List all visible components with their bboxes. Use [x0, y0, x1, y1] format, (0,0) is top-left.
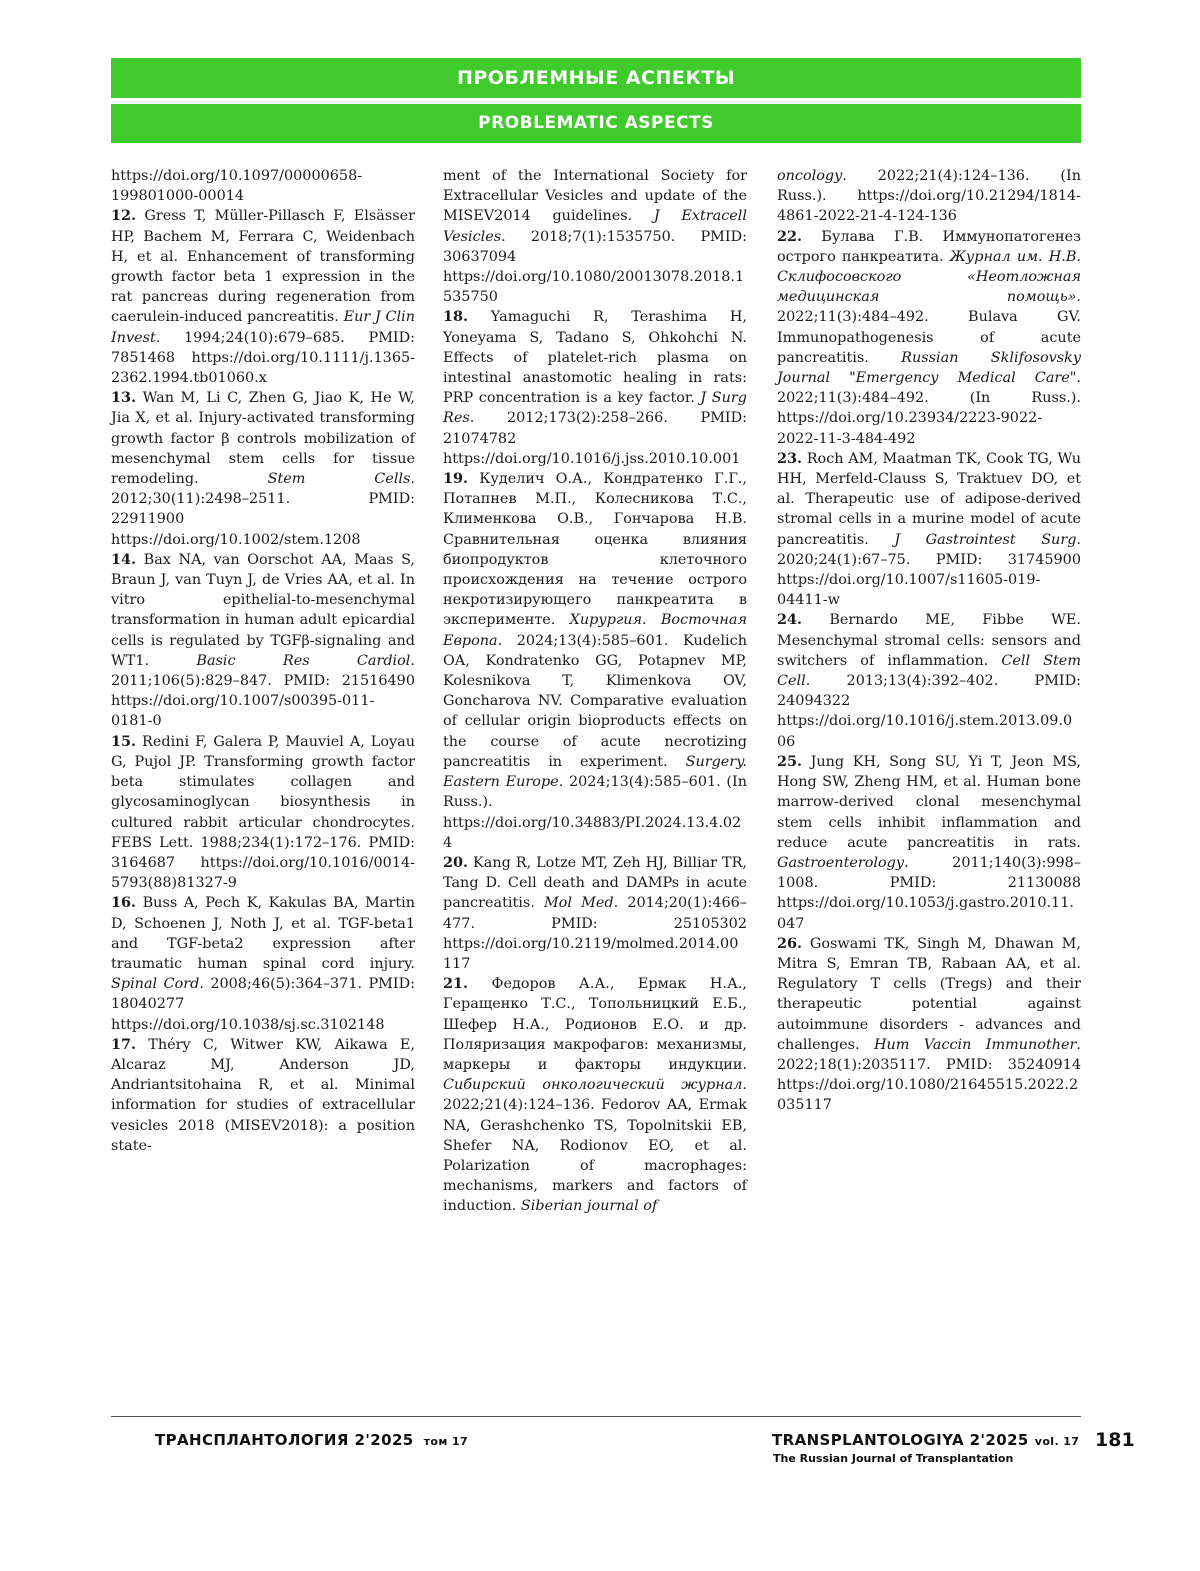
reference-details: . 2022;11(3):484–492. (In Russ.). https://doi.org/10.23934/2223-9022-2022-11-3-484-492 [777, 370, 1081, 447]
footer-journal-en [772, 1431, 1079, 1449]
reference-text: Buss A, Pech K, Kakulas BA, Martin D, Schoenen J, Noth J, et al. TGF-beta1 and TGF-beta2 expression after traumatic human spinal cord injury. [111, 895, 415, 972]
journal-name: Stem Cells [267, 471, 411, 488]
references-column-2 [443, 166, 747, 1217]
reference-details: . 2022;18(1):2035117. PMID: 35240914 https://doi.org/10.1080/21645515.2022.2035117 [777, 1036, 1081, 1114]
reference-number: 14. [111, 550, 137, 568]
reference-details: . 2022;11(3):484–492. Bulava GV. Immunopathogenesis of acute pancreatitis. [777, 289, 1081, 366]
references-column-3 [777, 166, 1081, 1116]
reference-number: 16. [111, 894, 137, 912]
reference-number: 24. [777, 611, 803, 629]
reference-details: . 2022;21(4):124–136. Fedorov AA, Ermak NA, Gerashchenko TS, Topolnitskii EB, Shefer NA, Rodionov EO, et al. Polarization of macrophages: mechanisms, markers and factors of induction. [443, 1077, 747, 1215]
reference-text: Yamaguchi R, Terashima H, Yoneyama S, Tadano S, Ohkohchi N. Effects of platelet-rich plasma on intestinal anastomotic healing in rats: PRP concentration is a key factor. [443, 309, 747, 407]
reference-details: . 2014;20(1):466–477. PMID: 25105302 https://doi.org/10.2119/molmed.2014.00117 [443, 895, 748, 972]
reference-details: . 2020;24(1):67–75. PMID: 31745900 https://doi.org/10.1007/s11605-019-04411-w [777, 531, 1081, 609]
reference-text: Redini F, Galera P, Mauviel A, Loyau G, Pujol JP. Transforming growth factor beta stimulates collagen and glycosaminoglycan biosynthesis in cultured rabbit articular chondrocytes. FEBS Lett. 1988;234(1):172–176. PMID: 3164687 https://doi.org/10.1016/0014-5793(88)81327-9 [111, 733, 415, 892]
reference-item [443, 166, 747, 307]
reference-number: 22. [777, 227, 803, 245]
reference-item [443, 853, 747, 974]
reference-text: Bax NA, van Oorschot AA, Maas S, Braun J, van Tuyn J, de Vries AA, et al. In vitro epithelial-to-mesenchymal transformation in human adult epicardial cells is regulated by TGFβ-signaling and WT1. [111, 551, 415, 669]
journal-name: Russian Sklifosovsky Journal "Emergency Medical Care" [777, 349, 1081, 387]
reference-item [111, 1035, 415, 1156]
reference-item [777, 166, 1081, 227]
journal-name: Cell Stem Cell [777, 652, 1081, 690]
footer-title-ru: ТРАНСПЛАНТОЛОГИЯ 2'2025 [155, 1431, 414, 1449]
footer-title-en: TRANSPLANTOLOGIYA 2'2025 [772, 1431, 1029, 1449]
footer-journal-ru [155, 1431, 468, 1449]
reference-details: . 2012;173(2):258–266. PMID: 21074782 https://doi.org/10.1016/j.jss.2010.10.001 [443, 410, 747, 467]
journal-name: J Gastrointest Surg [894, 531, 1077, 548]
reference-details: . 2011;106(5):829–847. PMID: 21516490 https://doi.org/10.1007/s00395-011-0181-0 [111, 652, 415, 730]
reference-number: 18. [443, 308, 469, 326]
reference-item [111, 732, 415, 894]
page-number: 181 [1095, 1429, 1135, 1451]
journal-name: Журнал им. Н.В. Склифосовского «Неотложная медицинская помощь» [777, 248, 1081, 306]
journal-name: Basic Res Cardiol [196, 652, 411, 669]
journal-name: Gastroenterology [777, 854, 905, 871]
reference-item [443, 469, 747, 853]
reference-details: . 1994;24(10):679–685. PMID: 7851468 https://doi.org/10.1111/j.1365-2362.1994.tb01060.x [111, 329, 415, 387]
reference-text: Куделич О.А., Кондратенко Г.Г., Потапнев М.П., Колесникова Т.С., Клименкова О.В., Гончарова Н.В. Сравнительная оценка влияния биопродуктов клеточного происхождения на течение острого некротизирующего панкреатита в эксперименте. [443, 471, 747, 629]
reference-text: Kang R, Lotze MT, Zeh HJ, Billiar TR, Tang D. Cell death and DAMPs in acute pancreatitis. [443, 854, 747, 912]
footer-divider [111, 1416, 1081, 1417]
reference-item [777, 610, 1081, 751]
reference-details: . 2018;7(1):1535750. PMID: 30637094 https://doi.org/10.1080/20013078.2018.1535750 [443, 228, 747, 306]
reference-number: 13. [111, 389, 137, 407]
reference-item [111, 388, 415, 550]
reference-number: 19. [443, 470, 469, 488]
journal-name: Hum Vaccin Immunother [873, 1036, 1077, 1053]
reference-number: 26. [777, 934, 803, 952]
reference-item [777, 934, 1081, 1116]
reference-details: . 2024;13(4):585–601. Kudelich OA, Kondratenko GG, Potapnev MP, Kolesnikova T, Klimenkova OV, Goncharova NV. Comparative evaluation of cellular origin bioproducts effects on the course of acute necrotizing pancreatitis in experiment. [443, 632, 747, 770]
reference-text: Федоров А.А., Ермак Н.А., Геращенко Т.С., Топольницкий Е.Б., Шефер Н.А., Родионов Е.О. и др. Поляризация макрофагов: механизмы, маркеры и факторы индукции. [443, 976, 747, 1073]
reference-number: 20. [443, 853, 469, 871]
reference-item [111, 550, 415, 732]
journal-name: J Surg Res [443, 390, 747, 427]
reference-text: Gress T, Müller-Pillasch F, Elsässer HP, Bachem M, Ferrara C, Weidenbach H, et al. Enhancement of transforming growth factor beta 1 expression in the rat pancreas during regeneration from caerulein-induced pancreatitis. [111, 208, 415, 326]
reference-item [111, 206, 415, 388]
reference-text: ment of the International Society for Extracellular Vesicles and update of the MISEV2014 guidelines. [443, 168, 747, 225]
reference-details: . 2022;21(4):124–136. (In Russ.). https://doi.org/10.21294/1814-4861-2022-21-4-124-136 [777, 168, 1081, 225]
references-column-1 [111, 166, 415, 1156]
reference-item [111, 893, 415, 1034]
reference-item [777, 449, 1081, 611]
journal-name: Mol Med [543, 895, 614, 912]
section-banner-en: PROBLEMATIC ASPECTS [111, 104, 1081, 143]
reference-text: Bernardo ME, Fibbe WE. Mesenchymal stromal cells: sensors and switchers of inflammation. [777, 612, 1081, 669]
journal-name: Surgery. Eastern Europe [443, 753, 747, 791]
reference-text: Goswami TK, Singh M, Dhawan M, Mitra S, Emran TB, Rabaan AA, et al. Regulatory T cells (Tregs) and their therapeutic potential against autoimmune disorders - advances and challenges. [777, 935, 1081, 1053]
journal-name: Сибирский онкологический журнал [443, 1077, 743, 1094]
journal-name: Хирургия. Восточная Европа [443, 612, 748, 649]
reference-text: https://doi.org/10.1097/00000658-199801000-00014 [111, 168, 363, 205]
reference-text: Wan M, Li C, Zhen G, Jiao K, He W, Jia X, et al. Injury-activated transforming growth factor β controls mobilization of mesenchymal stem cells for tissue remodeling. [111, 390, 415, 488]
reference-item [443, 974, 747, 1216]
reference-item [777, 752, 1081, 934]
reference-details: . 2011;140(3):998–1008. PMID: 21130088 https://doi.org/10.1053/j.gastro.2010.11.047 [777, 854, 1081, 932]
reference-text: Булава Г.В. Иммунопатогенез острого панкреатита. [777, 228, 1081, 265]
reference-details: . 2024;13(4):585–601. (In Russ.). https://doi.org/10.34883/PI.2024.13.4.024 [443, 774, 747, 851]
reference-details: . 2013;13(4):392–402. PMID: 24094322 https://doi.org/10.1016/j.stem.2013.09.006 [777, 673, 1081, 750]
reference-number: 12. [111, 207, 137, 225]
footer-volume-en: vol. 17 [1034, 1435, 1080, 1448]
reference-number: 15. [111, 732, 137, 750]
reference-details: . 2012;30(11):2498–2511. PMID: 22911900 https://doi.org/10.1002/stem.1208 [111, 471, 415, 548]
reference-number: 17. [111, 1035, 137, 1053]
section-banner-ru: ПРОБЛЕМНЫЕ АСПЕКТЫ [111, 58, 1081, 98]
journal-name: oncology [777, 168, 843, 184]
reference-text: Théry C, Witwer KW, Aikawa E, Alcaraz MJ, Anderson JD, Andriantsitohaina R, et al. Minimal information for studies of extracellular vesicles 2018 (MISEV2018): a position state- [111, 1036, 415, 1154]
reference-text: Roch AM, Maatman TK, Cook TG, Wu HH, Merfeld-Clauss S, Traktuev DO, et al. Therapeutic use of adipose-derived stromal cells in a murine model of acute pancreatitis. [777, 450, 1081, 548]
footer-volume-ru: том 17 [423, 1435, 469, 1448]
journal-name: Siberian journal of [520, 1198, 658, 1215]
reference-number: 21. [443, 975, 469, 993]
journal-name: Spinal Cord [111, 976, 200, 993]
reference-number: 23. [777, 449, 803, 467]
reference-item [443, 307, 747, 469]
footer-subtitle: The Russian Journal of Transplantation [773, 1452, 1014, 1465]
reference-number: 25. [777, 752, 803, 770]
reference-item [777, 227, 1081, 449]
reference-details: . 2008;46(5):364–371. PMID: 18040277 https://doi.org/10.1038/sj.sc.3102148 [111, 976, 415, 1033]
reference-text: Jung KH, Song SU, Yi T, Jeon MS, Hong SW, Zheng HM, et al. Human bone marrow-derived clonal mesenchymal stem cells inhibit inflammation and reduce acute pancreatitis in rats. [777, 753, 1081, 851]
journal-name: J Extracell Vesicles [443, 208, 747, 245]
reference-item [111, 166, 415, 206]
journal-name: Eur J Clin Invest [111, 309, 415, 346]
